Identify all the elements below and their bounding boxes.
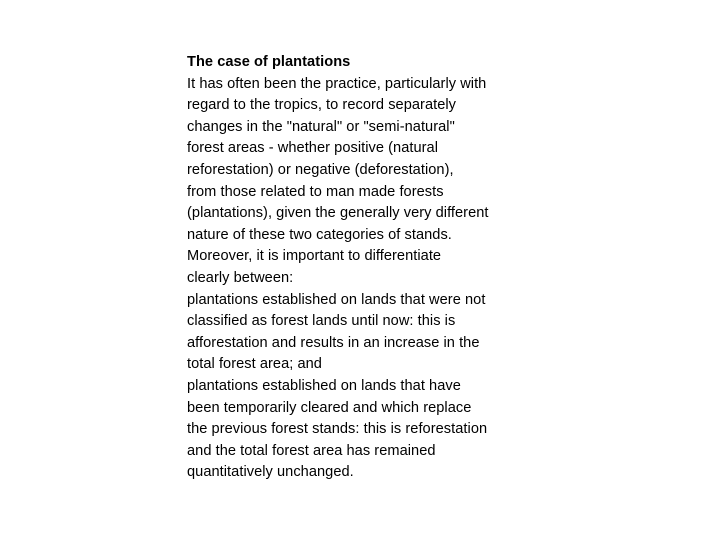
text-line: forest areas - whether positive (natural bbox=[187, 140, 439, 157]
text-line: quantitatively unchanged. bbox=[187, 464, 354, 481]
text-line: afforestation and results in an increase in the bbox=[187, 334, 480, 351]
text-line: changes in the "natural" or "semi-natural" bbox=[187, 118, 455, 135]
text-line: nature of these two categories of stands. bbox=[187, 226, 452, 243]
text-line: classified as forest lands until now: this is bbox=[187, 313, 456, 330]
text-line: clearly between: bbox=[187, 269, 294, 286]
text-line: plantations established on lands that were not bbox=[187, 291, 486, 308]
document-title: The case of plantations bbox=[187, 54, 351, 70]
text-line: plantations established on lands that have bbox=[187, 377, 461, 394]
text-line: total forest area; and bbox=[187, 356, 322, 373]
text-line: from those related to man made forests bbox=[187, 183, 444, 200]
text-line: (plantations), given the generally very different bbox=[187, 205, 489, 222]
text-line: It has often been the practice, particularly with bbox=[187, 75, 487, 92]
text-line: regard to the tropics, to record separately bbox=[187, 97, 457, 114]
text-line: been temporarily cleared and which replace bbox=[187, 399, 472, 416]
text-line: reforestation) or negative (deforestation), bbox=[187, 161, 454, 178]
text-line: Moreover, it is important to differentiate bbox=[187, 248, 442, 265]
text-line: and the total forest area has remained bbox=[187, 442, 436, 459]
text-line: the previous forest stands: this is reforestation bbox=[187, 421, 488, 438]
text-block bbox=[187, 52, 547, 484]
